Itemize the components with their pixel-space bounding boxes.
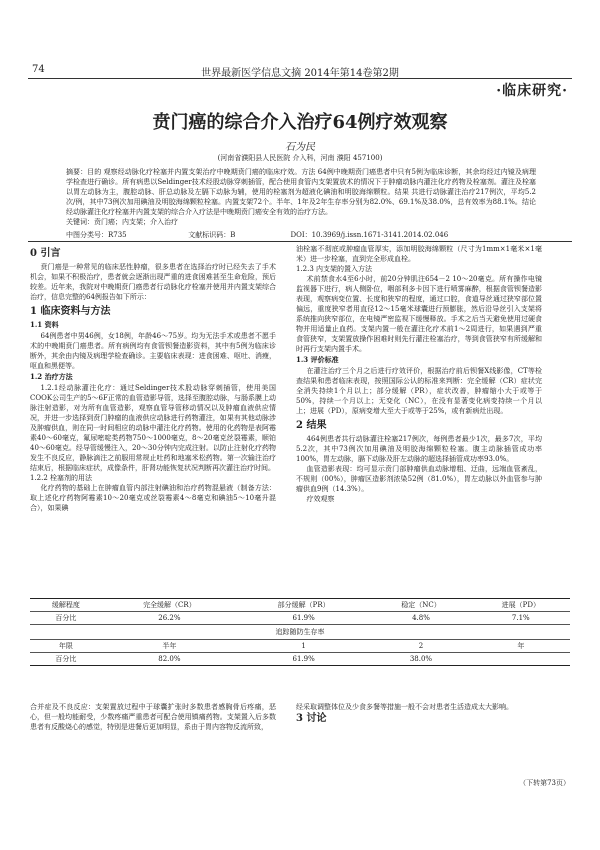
section-heading: 3 讨论 (296, 713, 327, 724)
paragraph: 合并症及不良反应：支架置放过程中于球囊扩张时多数患者感胸骨后疼痛，恶心，但一般均能耐受，少数疼痛严重患者可配合使用镇痛药物。支架置入后多数患者有反酸烧心的感觉，特别是进餐后更加明显，系由于胃内容物反流所致， (30, 703, 276, 731)
right-column (296, 244, 542, 504)
table-cell: 61.9% (237, 653, 370, 666)
paragraph: 464例患者共行动脉灌注栓塞217例次，每例患者最少1次，最多7次，平均5.2次，其中73例次加用碘油及明胶海绵颗粒栓塞。腹主动脉插管成功率100%，胃左动脉，膈下动脉及肝左动脉的超选择插管成功率93.0%。 (296, 435, 542, 463)
table-cell: 26.2% (102, 612, 237, 625)
section-tag: ·临床研究· (496, 83, 568, 99)
table-header-cell: 部分缓解（PR） (237, 599, 370, 612)
paragraph: 64例患者中男46例，女18例，年龄46～75岁。均为无法手术或患者不愿手术的中晚期贲门癌患者。所有病例均有食管钡餐造影资料，其中有5例为临床诊断外，其余由内镜及病理学检查确诊。主要临床表现：进食困难、呕吐、消瘦，呕血和黑便等。 (30, 332, 276, 370)
continued-note: （下转第73页） (519, 779, 570, 787)
subsubsection-heading: 1.2.3 内支架的置入方法 (296, 265, 373, 273)
table-header-cell: 缓解程度 (30, 599, 102, 612)
table-header-cell: 年 (472, 640, 570, 653)
affiliation: (河南省濮阳县人民医院 介入科，河南 濮阳 457100) (217, 154, 383, 162)
section-heading: 0 引言 (30, 248, 61, 259)
author: 石为民 (285, 142, 315, 153)
journal-header: 世界最新医学信息文摘 2014年第14卷第2期 (201, 68, 399, 79)
bottom-right-column (296, 702, 542, 724)
paragraph: 血管造影表现：均可显示贲门部肿瘤供血动脉增粗、迂曲，远端血管紊乱，不规则（00%），肿瘤区造影剂浓染52例（81.0%），胃左动脉以外血管参与肿瘤供血9例（14.3%）。 (296, 465, 542, 493)
paragraph: 1.2.1经动脉灌注化疗：通过Seldinger技术股动脉穿刺插管，使用美国COOK公司生产的5～6F正常的血管造影导管，选择至腹腔动脉，与肠系膜上动脉注射造影，对为所有血管造影，观察血管导管移动情况以及肿瘤血液供应情况，并进一步选择到贲门肿瘤的血液供应动脉进行药物灌注，如果有其他动脉涉及肿瘤供血，则在同一时间相应的动脉中灌注化疗药物。使用的化药物是表阿霉素40～60毫克，氟尿嘧啶类药物750～1000毫克，8～20毫克丝裂霉素，顺铂40～60毫克。经导管缓慢注入，20～30分钟内完成注射。以防止注射化疗药物发生不良反应，静脉滴注之前服用常规止吐药和地塞米松药物。第一次输注治疗结束后，根据临床症状，成像条件，肝肾功能恢复状况判断再次灌注治疗时间。 (30, 384, 276, 472)
paragraph: 贲门癌是一种常见的临床恶性肿瘤，很多患者在选择治疗时已经失去了手术机会，如果不积极治疗，患者就会逐渐出现严重的进食困难甚至生命危险，预后较差。近年来，我院对中晚期贲门癌患者行动脉化疗栓塞并使用并内置支架综合治疗，信息完整的64例报告如下所示： (30, 263, 276, 301)
table-cell (472, 653, 570, 666)
subsection-heading: 1.1 资料 (30, 320, 59, 329)
results-table (30, 598, 570, 666)
table-cell: 38.0% (370, 653, 471, 666)
section-heading: 2 结果 (296, 420, 327, 431)
paragraph: 化疗药物的基础上在肿瘤血管内部注射碘油和治疗药物混悬液（制备方法：取上述化疗药物阿霉素10～20毫克或丝裂霉素4～8毫克和碘油5～10毫升混合），如果碘 (30, 484, 276, 512)
paragraph: 经采取调整体位及少食多餐等措施一般不会对患者生活造成太大影响。 (296, 703, 513, 711)
table-header-cell: 完全缓解（CR） (102, 599, 237, 612)
table-cell: 百分比 (30, 612, 102, 625)
document-code: 文献标识码：B (188, 231, 236, 239)
table-header-cell: 年限 (30, 640, 102, 653)
table-header-cell: 稳定（NC） (370, 599, 471, 612)
abstract-text: 摘要：目的 观察经动脉化疗栓塞并内置支架治疗中晚期贲门癌的临床疗效。方法 64例中晚期贲门癌患者中只有5例为临床诊断，其余均经过内镜及病理学检查进行确诊。所有病患以Seldinger技术经股动脉穿刺插管，配合使用食管内支架置放术的情况下于肿瘤动脉内灌注化疗药物及栓塞剂。灌注及栓塞以胃左动脉为主，腹腔动脉、肝总动脉及左膈下动脉为辅，使用的栓塞剂为超液化碘油和明胶海绵颗粒。结果 共进行动脉灌注治疗217例次，平均5.2次/例，其中73例次加用碘油及明胶海绵颗粒栓塞。内置支架72个。半年、1年及2年生存率分别为82.0%、69.1%及38.0%，总有效率为88.1%。结论 经动脉灌注化疗栓塞并内置支架的综合介入疗法是中晚期贲门癌安全有效的治疗方法。 (66, 168, 536, 216)
table-header-cell: 2 (370, 640, 471, 653)
subsubsection-heading: 1.2.2 栓塞剂的用法 (30, 474, 93, 482)
table-caption: 追踪随防生存率 (30, 625, 570, 640)
subsection-heading: 1.2 治疗方法 (30, 372, 73, 381)
doi: DOI：10.3969/j.issn.1671-3141.2014.02.046 (290, 231, 449, 239)
left-column (30, 244, 276, 513)
article-title: 贲门癌的综合介入治疗64例疗效观察 (152, 112, 448, 133)
keywords: 关键词：贲门癌；内支架；介入治疗 (66, 218, 178, 226)
paragraph: 油栓塞不彻底或肿瘤血管厚实，添加明胶海绵颗粒（尺寸为1mm×1毫米×1毫米）进一步栓塞，直到完全形成血栓。 (296, 245, 542, 263)
table-header-cell: 进展（PD） (472, 599, 570, 612)
bottom-left-column (30, 702, 276, 732)
paragraph: 术前禁食水4至6小时，前20分钟肌注654－2 10～20毫克。所有操作电镜监视器下进行，病人侧卧位，咽部利多卡因下进行喷雾麻醉，根据食管钡餐造影表现，观察病变位置、长度和狭窄的程度，通过口腔，食道导丝通过狭窄部位置偏远，重度狭窄者用直径12～15毫米球囊进行预膨胀，然后沿导丝引入支架将系统推向狭窄部位，在电镜严密监视下缓慢释放。手术之后当天避免使用过硬食物并用适量止血药。支架内置一般在灌注化疗术前1～2周进行，如果遇到严重食管狭窄，支架置放操作困难时则先行灌注栓塞治疗，等到食管狭窄有所缓解和时再行支架内置手术。 (296, 275, 542, 353)
table-cell: 4.8% (370, 612, 471, 625)
page-number: 74 (32, 64, 45, 75)
section-heading: 1 临床资料与方法 (30, 306, 111, 317)
table-cell: 82.0% (102, 653, 237, 666)
subsection-heading: 1.3 评价标准 (296, 355, 339, 364)
table-cell: 61.9% (237, 612, 370, 625)
abstract (66, 167, 536, 227)
classification-line (66, 230, 536, 240)
table-cell: 7.1% (472, 612, 570, 625)
table-header-cell: 1 (237, 640, 370, 653)
table-header-cell: 半年 (102, 640, 237, 653)
clc-number: 中图分类号：R735 (66, 231, 127, 239)
paragraph: 在灌注治疗三个月之后进行疗效评价，根据治疗前后钡餐X线影像，CT等检查结果和患者临床表现，按照国际公认的标准来判断：完全缓解（CR）症状完全消失持续1个月以上；部分缓解（PR），症状改善，肿瘤缩小大于或等于50%，持续一个月以上；无变化（NC），在没有显著变化病变持续一个月以上；进展（PD），原病变增大至大于或等于25%，或有新病灶出现。 (296, 367, 542, 415)
abstract-rule (28, 241, 572, 242)
header-rule (28, 78, 572, 79)
table-cell: 百分比 (30, 653, 102, 666)
paragraph: 疗效观察 (306, 495, 335, 503)
